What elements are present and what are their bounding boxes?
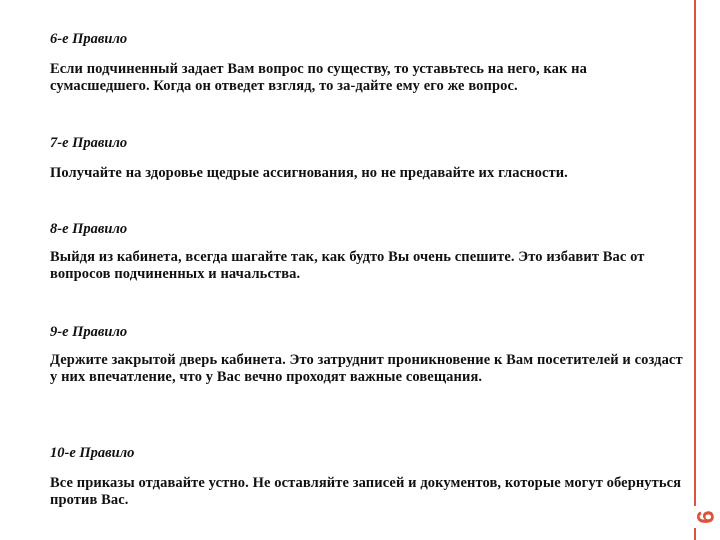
accent-side-bar <box>694 0 696 540</box>
rule-9-text: Держите закрытой дверь кабинета. Это затруднит проникновение к Вам посетителей и создаст у них впечатление, что у Вас вечно проходят важные совещания. <box>50 352 683 385</box>
rule-8-title: 8-е Правило <box>50 221 128 237</box>
rule-6-text: Если подчиненный задает Вам вопрос по существу, то уставьтесь на него, как на сумасшедшего. Когда он отведет взгляд, то за-дайте ему его же вопрос. <box>50 61 587 94</box>
rule-7-text: Получайте на здоровье щедрые ассигнования, но не предавайте их гласности. <box>50 165 568 181</box>
rule-9-title: 9-е Правило <box>50 324 128 340</box>
rule-7-title: 7-е Правило <box>50 135 128 151</box>
rule-10-text: Все приказы отдавайте устно. Не оставляйте записей и документов, которые могут обернуться против Вас. <box>50 475 682 508</box>
rule-10-title: 10-е Правило <box>50 445 135 461</box>
rule-8-text: Выйдя из кабинета, всегда шагайте так, как будто Вы очень спешите. Это избавит Вас от вопросов подчиненных и начальства. <box>50 249 645 282</box>
page-number: 9 <box>691 506 717 528</box>
rule-6-title: 6-е Правило <box>50 31 128 47</box>
